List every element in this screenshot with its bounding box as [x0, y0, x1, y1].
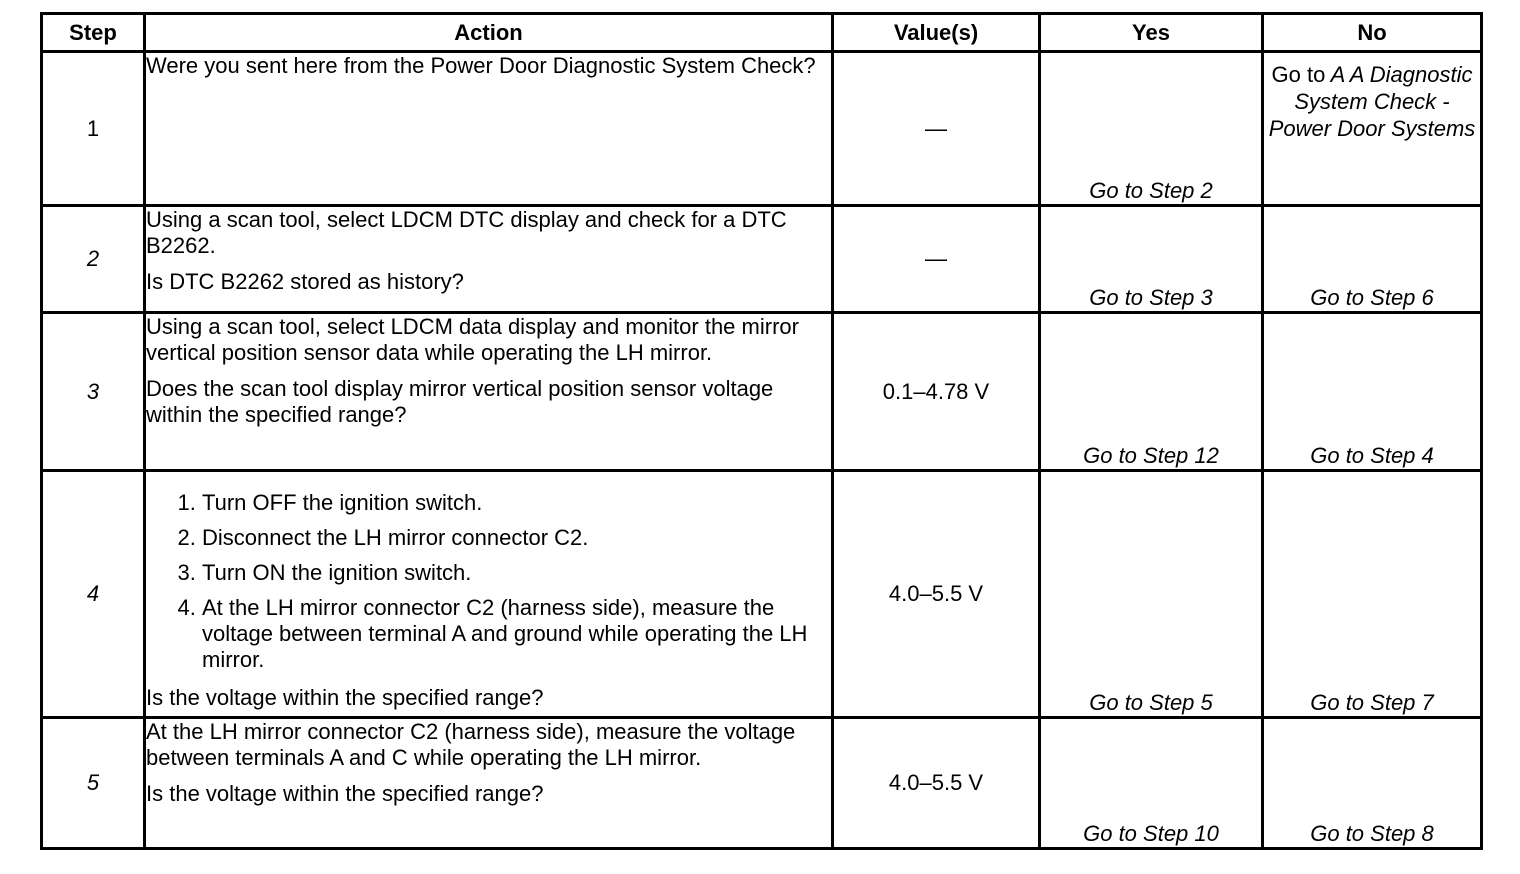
action-steps-list — [146, 490, 831, 673]
table-row — [42, 718, 1482, 849]
no-cell: Go to Step 6 — [1263, 206, 1482, 313]
step-number: 1 — [42, 52, 145, 206]
step-number: 4 — [42, 471, 145, 718]
header-yes: Yes — [1040, 14, 1263, 52]
action-cell — [145, 52, 833, 206]
no-prefix: Go to — [1271, 62, 1326, 87]
yes-cell: Go to Step 3 — [1040, 206, 1263, 313]
list-item: 4. At the LH mirror connector C2 (harness side), measure the voltage between terminal A and ground while operating the LH mirror. — [202, 595, 831, 673]
action-cell — [145, 718, 833, 849]
yes-cell: Go to Step 5 — [1040, 471, 1263, 718]
step-number: 3 — [42, 313, 145, 471]
action-text: Were you sent here from the Power Door Diagnostic System Check? — [146, 53, 816, 78]
step-number: 2 — [42, 206, 145, 313]
value-cell: — — [833, 206, 1040, 313]
action-text: At the LH mirror connector C2 (harness side), measure the voltage between terminals A and C while operating the LH mirror. — [146, 719, 796, 770]
no-cell: Go to Step 8 — [1263, 718, 1482, 849]
diagnostic-table — [40, 12, 1483, 850]
no-cell — [1263, 52, 1482, 206]
yes-cell: Go to Step 10 — [1040, 718, 1263, 849]
action-question: Is DTC B2262 stored as history? — [146, 269, 464, 294]
table-row — [42, 471, 1482, 718]
header-values: Value(s) — [833, 14, 1040, 52]
action-text: Using a scan tool, select LDCM DTC display and check for a DTC B2262. — [146, 207, 787, 258]
table-row — [42, 313, 1482, 471]
table-row — [42, 206, 1482, 313]
table-row — [42, 52, 1482, 206]
yes-cell: Go to Step 2 — [1040, 52, 1263, 206]
no-cell: Go to Step 4 — [1263, 313, 1482, 471]
no-cell: Go to Step 7 — [1263, 471, 1482, 718]
list-item: 3. Turn ON the ignition switch. — [202, 560, 831, 586]
no-link: A A Diagnostic System Check - Power Door Systems — [1268, 62, 1476, 141]
value-cell: 0.1–4.78 V — [833, 313, 1040, 471]
action-question: Is the voltage within the specified range? — [146, 685, 544, 710]
header-row — [42, 14, 1482, 52]
action-question: Is the voltage within the specified range? — [146, 781, 544, 806]
action-question: Does the scan tool display mirror vertical position sensor voltage within the specified range? — [146, 376, 774, 427]
header-no: No — [1263, 14, 1482, 52]
header-step: Step — [42, 14, 145, 52]
value-cell: 4.0–5.5 V — [833, 718, 1040, 849]
action-cell — [145, 471, 833, 718]
action-cell — [145, 313, 833, 471]
action-cell — [145, 206, 833, 313]
step-number: 5 — [42, 718, 145, 849]
list-item: 2. Disconnect the LH mirror connector C2. — [202, 525, 831, 551]
value-cell: — — [833, 52, 1040, 206]
action-text: Using a scan tool, select LDCM data display and monitor the mirror vertical position sensor data while operating the LH mirror. — [146, 314, 799, 365]
header-action: Action — [145, 14, 833, 52]
list-item: 1. Turn OFF the ignition switch. — [202, 490, 831, 516]
yes-cell: Go to Step 12 — [1040, 313, 1263, 471]
value-cell: 4.0–5.5 V — [833, 471, 1040, 718]
